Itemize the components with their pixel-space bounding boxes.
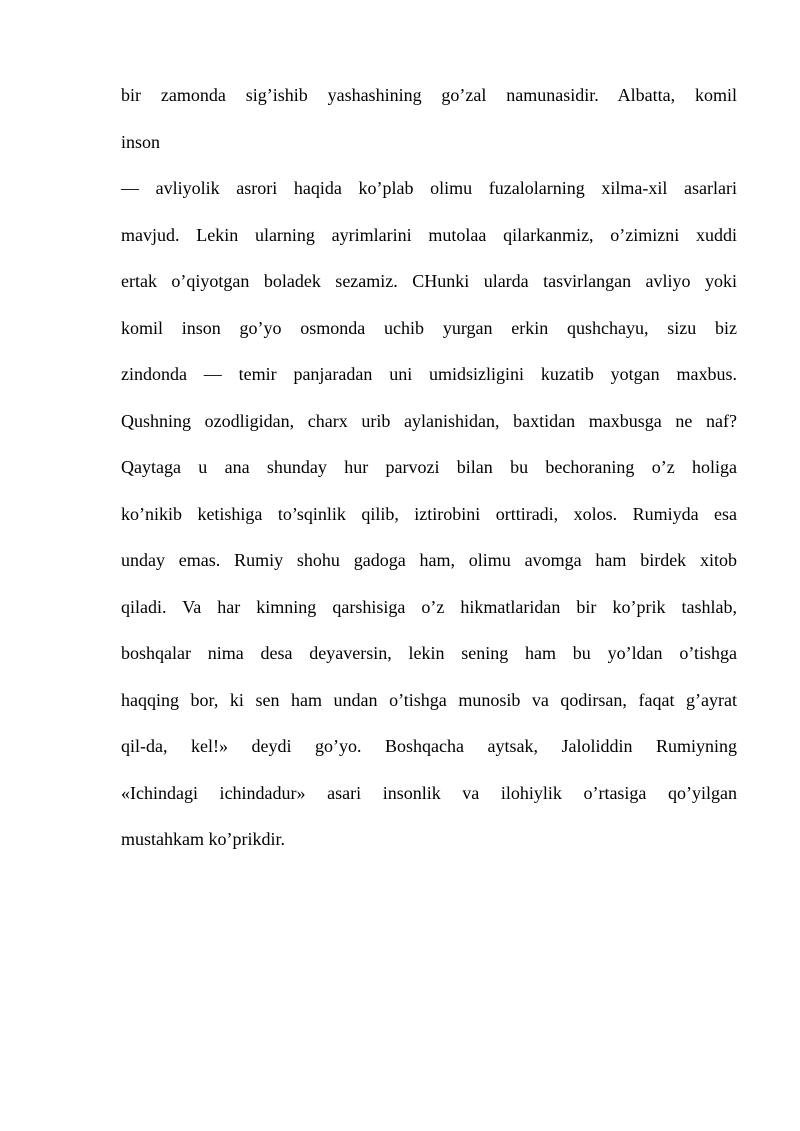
text-line: ko’nikib ketishiga to’sqinlik qilib, iztirobini orttiradi, xolos. Rumiyda esa: [121, 503, 737, 524]
text-line: haqqing bor, ki sen ham undan o’tishga munosib va qodirsan, faqat g’ayrat: [121, 689, 737, 710]
text-line: boshqalar nima desa deyaversin, lekin sening ham bu yo’ldan o’tishga: [121, 643, 737, 663]
text-line: unday emas. Rumiy shohu gadoga ham, olimu avomga ham birdek xitob: [121, 550, 737, 570]
body-text: [121, 72, 737, 863]
text-line: ertak o’qiyotgan boladek sezamiz. CHunki ularda tasvirlangan avliyo yoki: [121, 271, 737, 291]
text-line: zindonda — temir panjaradan uni umidsizligini kuzatib yotgan maxbus.: [121, 364, 737, 384]
text-line: mustahkam ko’prikdir.: [121, 829, 285, 849]
text-line: Qaytaga u ana shunday hur parvozi bilan bu bechoraning o’z holiga: [121, 457, 737, 477]
text-line: qiladi. Va har kimning qarshisiga o’z hikmatlaridan bir ko’prik tashlab,: [121, 596, 737, 617]
text-line: bir zamonda sig’ishib yashashining go’zal namunasidir. Albatta, komil: [121, 85, 737, 105]
text-line: komil inson go’yo osmonda uchib yurgan erkin qushchayu, sizu biz: [121, 317, 737, 338]
text-line: inson: [121, 131, 161, 152]
text-line: «Ichindagi ichindadur» asari insonlik va ilohiylik o’rtasiga qo’yilgan: [121, 782, 737, 803]
text-line: qil-da, kel!» deydi go’yo. Boshqacha aytsak, Jaloliddin Rumiyning: [121, 736, 737, 756]
text-line: — avliyolik asrori haqida ko’plab olimu fuzalolarning xilma-xil asarlari: [121, 178, 737, 198]
text-line: Qushning ozodligidan, charx urib aylanishidan, baxtidan maxbusga ne naf?: [121, 410, 737, 431]
text-line: mavjud. Lekin ularning ayrimlarini mutolaa qilarkanmiz, o’zimizni xuddi: [121, 224, 737, 245]
